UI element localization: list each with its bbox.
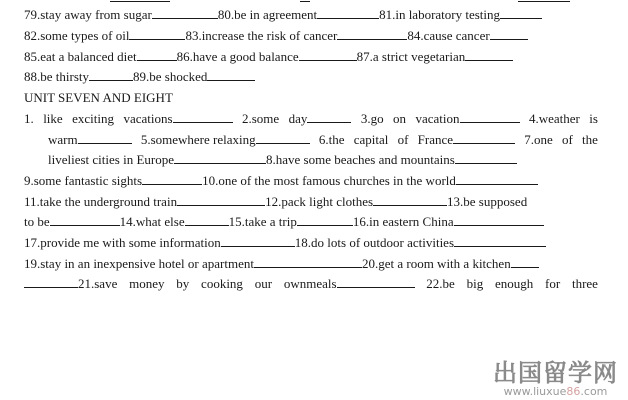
item-87: 87.a strict vegetarian bbox=[356, 49, 466, 64]
answer-blank[interactable] bbox=[89, 69, 133, 81]
vocab-line-88-89 bbox=[24, 69, 255, 85]
answer-blank[interactable] bbox=[456, 173, 538, 185]
word: 5.somewhere relaxing bbox=[140, 132, 256, 147]
answer-blank[interactable] bbox=[317, 7, 379, 19]
word: of bbox=[397, 132, 409, 147]
item-text: 13.be supposed bbox=[447, 194, 528, 209]
answer-blank[interactable] bbox=[254, 256, 362, 268]
item-89: 89.be shocked bbox=[133, 69, 208, 84]
answer-blank[interactable] bbox=[221, 235, 295, 247]
vocab-line-79-81 bbox=[24, 7, 542, 23]
answer-blank[interactable] bbox=[185, 214, 229, 226]
word: 2.some bbox=[241, 111, 280, 126]
answer-blank[interactable] bbox=[500, 7, 542, 19]
item-80: 80.be in agreement bbox=[217, 7, 318, 22]
vocab-line-82-84 bbox=[24, 28, 528, 44]
word: 6.the bbox=[318, 132, 345, 147]
unit-line-9 bbox=[24, 276, 598, 292]
answer-blank[interactable] bbox=[490, 28, 528, 40]
answer-blank[interactable] bbox=[152, 7, 218, 19]
answer-blank[interactable] bbox=[177, 194, 265, 206]
answer-blank[interactable] bbox=[460, 111, 520, 123]
word: cooking bbox=[201, 276, 243, 291]
answer-blank[interactable] bbox=[78, 132, 132, 144]
unit-line-1 bbox=[24, 111, 598, 127]
item-text: to be bbox=[24, 214, 50, 229]
word: money bbox=[129, 276, 165, 291]
unit-line-3 bbox=[48, 152, 517, 168]
word: is bbox=[589, 111, 598, 126]
unit-line-5 bbox=[24, 194, 527, 210]
word: day bbox=[288, 111, 308, 126]
item-text: 15.take a trip bbox=[228, 214, 297, 229]
word: 3.go bbox=[360, 111, 384, 126]
item-text: 20.get a room with a kitchen bbox=[361, 256, 511, 271]
word: France bbox=[417, 132, 454, 147]
word: big bbox=[466, 276, 484, 291]
item-text: 12.pack light clothes bbox=[265, 194, 374, 209]
item-88: 88.be thirsty bbox=[24, 69, 89, 84]
answer-blank[interactable] bbox=[511, 256, 539, 268]
word: capital bbox=[353, 132, 389, 147]
answer-blank[interactable] bbox=[454, 235, 546, 247]
item-text: 18.do lots of outdoor activities bbox=[294, 235, 455, 250]
answer-blank[interactable] bbox=[174, 152, 266, 164]
item-84: 84.cause cancer bbox=[407, 28, 490, 43]
unit-line-4 bbox=[24, 173, 538, 189]
answer-blank[interactable] bbox=[207, 69, 255, 81]
answer-blank[interactable] bbox=[454, 214, 544, 226]
item-83: 83.increase the risk of cancer bbox=[185, 28, 338, 43]
answer-blank[interactable] bbox=[337, 276, 415, 288]
answer-blank[interactable] bbox=[299, 49, 357, 61]
word: for bbox=[545, 276, 561, 291]
word: 22.be bbox=[426, 276, 455, 291]
item-text: 11.take the underground train bbox=[24, 194, 178, 209]
unit-line-8 bbox=[24, 256, 539, 272]
answer-blank[interactable] bbox=[142, 173, 202, 185]
item-text: 10.one of the most famous churches in the world bbox=[202, 173, 456, 188]
item-text: 14.what else bbox=[119, 214, 185, 229]
word: the bbox=[582, 132, 598, 147]
word: warm bbox=[48, 132, 78, 147]
item-85: 85.eat a balanced diet bbox=[24, 49, 137, 64]
item-86: 86.have a good balance bbox=[176, 49, 299, 64]
answer-blank[interactable] bbox=[455, 152, 517, 164]
watermark-logo-text: 出国留学网 bbox=[493, 359, 618, 387]
item-number: 1. bbox=[24, 111, 34, 126]
unit-line-7 bbox=[24, 235, 546, 251]
item-81: 81.in laboratory testing bbox=[379, 7, 501, 22]
word: enough bbox=[494, 276, 534, 291]
watermark-url: www.liuxue86.com bbox=[503, 385, 608, 398]
unit-line-6 bbox=[24, 214, 544, 230]
item-text: 17.provide me with some information bbox=[24, 235, 221, 250]
item-text: 9.some fantastic sights bbox=[24, 173, 143, 188]
answer-blank[interactable] bbox=[465, 49, 513, 61]
answer-blank[interactable] bbox=[50, 214, 120, 226]
word: three bbox=[571, 276, 598, 291]
answer-blank[interactable] bbox=[297, 214, 353, 226]
answer-blank[interactable] bbox=[24, 276, 78, 288]
item-text: 19.stay in an inexpensive hotel or apartment bbox=[24, 256, 254, 271]
answer-blank[interactable] bbox=[129, 28, 185, 40]
word: vacations bbox=[123, 111, 173, 126]
item-text: 16.in eastern China bbox=[352, 214, 454, 229]
answer-blank[interactable] bbox=[137, 49, 177, 61]
site-watermark bbox=[493, 360, 618, 398]
answer-blank[interactable] bbox=[256, 132, 310, 144]
answer-blank[interactable] bbox=[373, 194, 447, 206]
word: our bbox=[254, 276, 273, 291]
item-text: liveliest cities in Europe bbox=[48, 152, 174, 167]
word: of bbox=[561, 132, 573, 147]
item-79: 79.stay away from sugar bbox=[24, 7, 152, 22]
item-text: 8.have some beaches and mountains bbox=[266, 152, 455, 167]
answer-blank[interactable] bbox=[453, 132, 515, 144]
word: 4.weather bbox=[528, 111, 580, 126]
word: exciting bbox=[72, 111, 115, 126]
word: by bbox=[176, 276, 190, 291]
unit-heading: UNIT SEVEN AND EIGHT bbox=[24, 90, 173, 105]
unit-line-2 bbox=[48, 132, 598, 148]
word: on bbox=[393, 111, 407, 126]
answer-blank[interactable] bbox=[173, 111, 233, 123]
vocab-line-85-87 bbox=[24, 49, 513, 65]
answer-blank[interactable] bbox=[307, 111, 351, 123]
answer-blank[interactable] bbox=[337, 28, 407, 40]
item-82: 82.some types of oil bbox=[24, 28, 130, 43]
word: ownmeals bbox=[283, 276, 337, 291]
word: like bbox=[43, 111, 63, 126]
word: vacation bbox=[415, 111, 460, 126]
word: 21.save bbox=[78, 276, 118, 291]
word: 7.one bbox=[524, 132, 553, 147]
